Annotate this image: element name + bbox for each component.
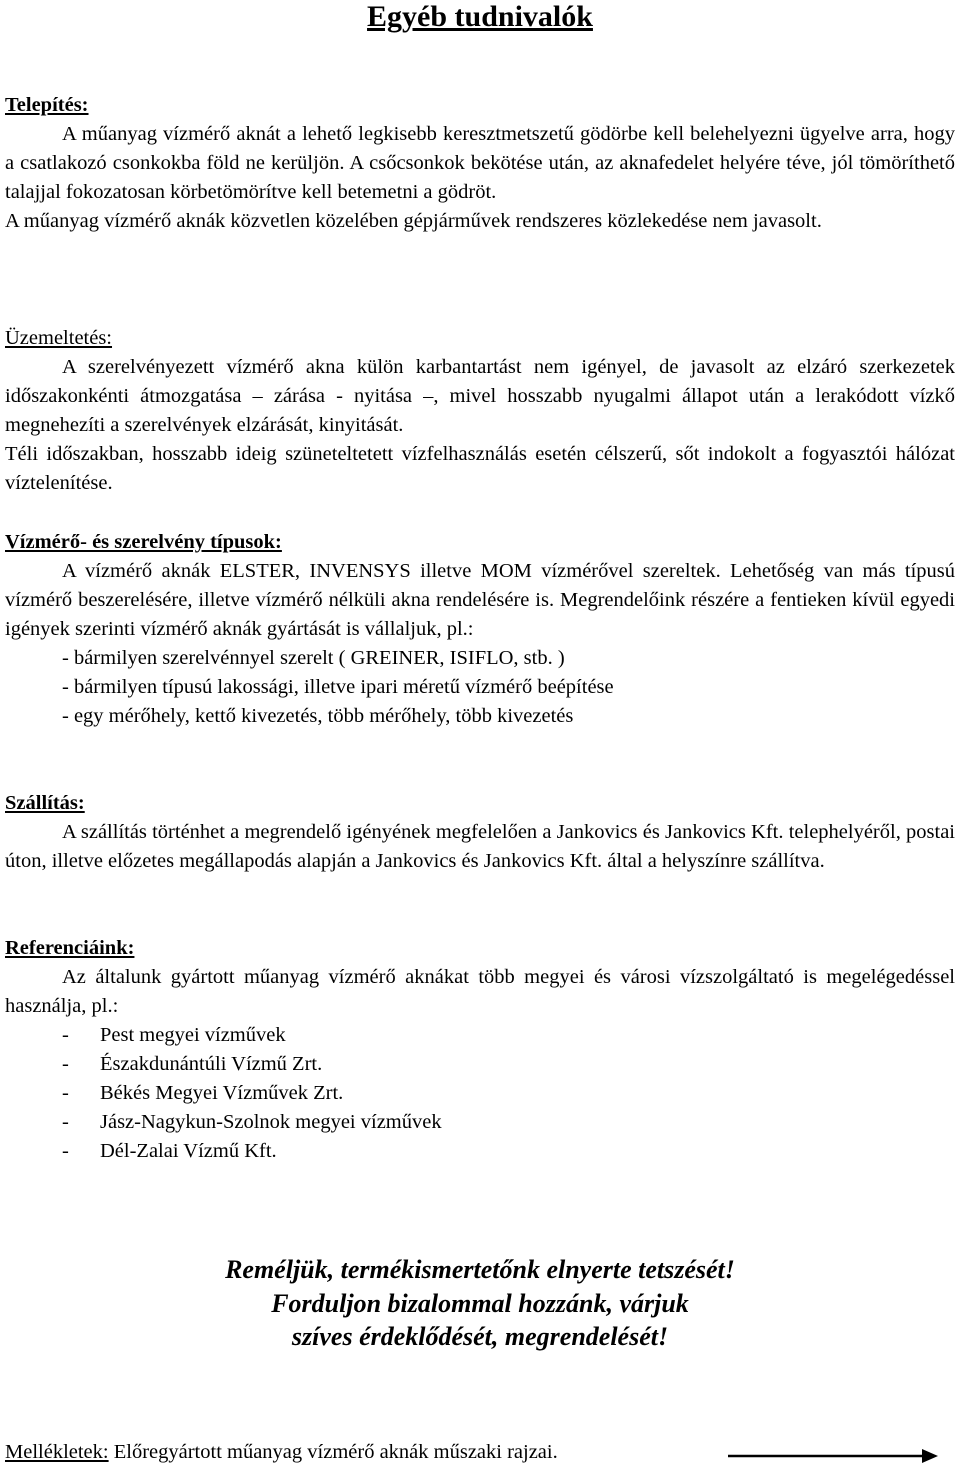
list-dash: - — [62, 1140, 69, 1162]
paragraph: A szerelvényezett vízmérő akna külön karbantartást nem igényel, de javasolt az elzáró szerkezetek időszakonkénti átmozgatása – zárása - nyitása –, mivel hosszabb nyugalmi állapot után a lerakódott vízkő megnehezíti a szerelvények elzárását, kinyitását. — [5, 356, 955, 436]
list-item: - bármilyen típusú lakossági, illetve ipari méretű vízmérő beépítése — [62, 676, 614, 698]
closing-line: szíves érdeklődését, megrendelését! — [291, 1322, 669, 1351]
section-tipusok — [5, 528, 955, 731]
list-dash: - — [62, 1053, 69, 1075]
section-heading: Szállítás: — [5, 792, 85, 814]
attachments-label: Mellékletek: — [5, 1441, 109, 1463]
list-item: - egy mérőhely, kettő kivezetés, több mérőhely, több kivezetés — [62, 705, 574, 727]
paragraph: A műanyag vízmérő aknát a lehető legkisebb keresztmetszetű gödörbe kell belehelyezni ügyelve arra, hogy a csatlakozó csonkokba föld ne kerüljön. A csőcsonkok bekötése után, az aknafedelet helyére téve, jól tömöríthető talajjal fokozatosan körbetömörítve kell betemetni a gödröt. — [5, 123, 955, 203]
list-item-text: Északdunántúli Vízmű Zrt. — [100, 1053, 323, 1075]
paragraph: A szállítás történhet a megrendelő igényének megfelelően a Jankovics és Jankovics Kft. telephelyéről, postai úton, illetve előzetes megállapodás alapján a Jankovics és Jankovics Kft. által a helyszínre szállítva. — [5, 821, 955, 872]
list-item — [5, 1108, 955, 1137]
closing-message — [5, 1253, 960, 1354]
section-telepites — [5, 91, 955, 236]
list-dash: - — [62, 1024, 69, 1046]
section-szallitas — [5, 789, 955, 876]
section-heading: Üzemeltetés: — [5, 327, 113, 349]
attachments-text: Előregyártott műanyag vízmérő aknák műszaki rajzai. — [108, 1441, 558, 1463]
list-item: - bármilyen szerelvénnyel szerelt ( GREINER, ISIFLO, stb. ) — [62, 647, 565, 669]
list-item-text: Pest megyei vízművek — [100, 1024, 286, 1046]
section-uzemeltetes — [5, 324, 955, 498]
closing-line: Forduljon bizalommal hozzánk, várjuk — [271, 1288, 689, 1318]
section-heading: Referenciáink: — [5, 937, 135, 959]
arrow-right-icon — [728, 1444, 938, 1468]
section-referenciak — [5, 934, 955, 1166]
closing-line: Reméljük, termékismertetőnk elnyerte tetszését! — [225, 1255, 735, 1284]
paragraph: A műanyag vízmérő aknák közvetlen közelében gépjárművek rendszeres közlekedése nem javasolt. — [5, 210, 822, 232]
page-title: Egyéb tudnivalók — [367, 0, 593, 33]
list-item-text: Dél-Zalai Vízmű Kft. — [100, 1140, 277, 1162]
list-item — [5, 1079, 955, 1108]
paragraph: Téli időszakban, hosszabb ideig szüneteltetett vízfelhasználás esetén célszerű, sőt indokolt a fogyasztói hálózat víztelenítése. — [5, 443, 955, 494]
document-page — [5, 0, 955, 1463]
list-dash: - — [62, 1082, 69, 1104]
paragraph: A vízmérő aknák ELSTER, INVENSYS illetve MOM vízmérővel szereltek. Lehetőség van más típusú vízmérő beszerelésére, illetve vízmérő nélküli akna rendelésére is. Megrendelőink részére a fentieken kívül egyedi igények szerinti vízmérő aknák gyártását is vállaljuk, pl.: — [5, 560, 955, 640]
list-dash: - — [62, 1111, 69, 1133]
list-item — [5, 1137, 955, 1166]
list-item-text: Jász-Nagykun-Szolnok megyei vízművek — [100, 1111, 442, 1133]
section-heading: Telepítés: — [5, 94, 89, 116]
list-item — [5, 1021, 955, 1050]
list-item-text: Békés Megyei Vízművek Zrt. — [100, 1082, 344, 1104]
list-item — [5, 1050, 955, 1079]
section-heading: Vízmérő- és szerelvény típusok: — [5, 531, 282, 553]
paragraph: Az általunk gyártott műanyag vízmérő aknákat több megyei és városi vízszolgáltató is megelégedéssel használja, pl.: — [5, 966, 955, 1017]
